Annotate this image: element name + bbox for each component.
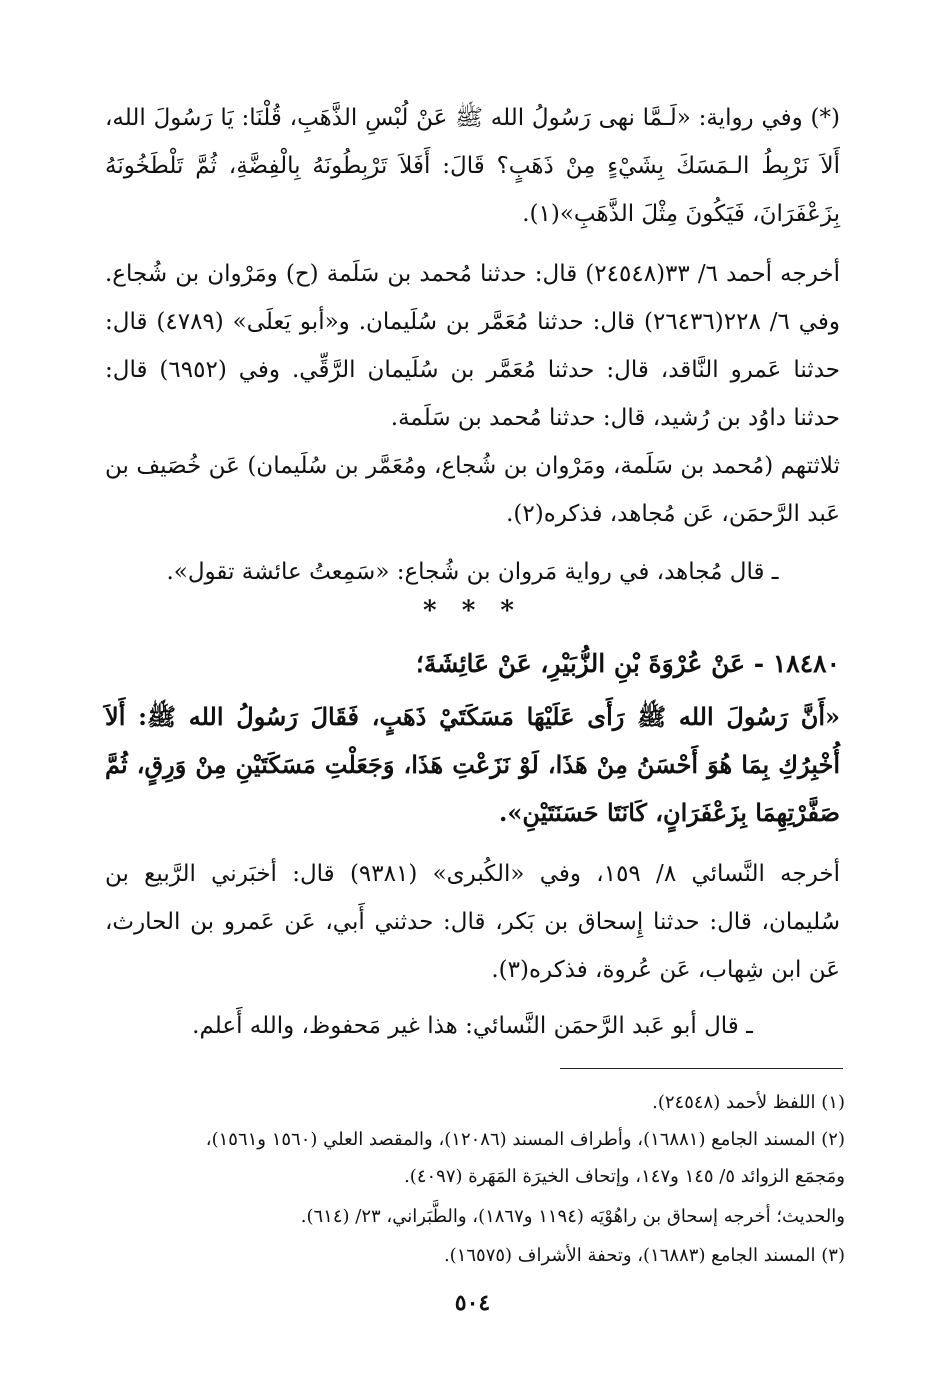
paragraph-takhrij-nasai: أخرجه النَّسائي ٨/ ١٥٩، وفي «الكُبرى» (٩٣٨١) قال: أخبَرني الرَّبيع بن سُليمان، قال: حدثنا إِسحاق بن بَكر، قال: حدثني أَبي، عَن عَمرو بن الحارث، عَن ابن شِهاب، عَن عُروة، فذكره(٣).: [105, 861, 841, 983]
section-separator-stars: * * *: [423, 596, 522, 626]
hadith-number-heading: ١٨٤٨٠ - عَنْ عُرْوَةَ بْنِ الزُّبَيْرِ، عَنْ عَائِشَةَ؛: [415, 649, 840, 678]
paragraph-mujahid-note: ـ قال مُجاهد، في رواية مَروان بن شُجاع: «سَمِعتُ عائشة تقول».: [166, 559, 779, 585]
footnote-2-continued: ومَجمَع الزوائد ٥/ ١٤٥ و١٤٧، وإتحاف الخيرَة المَهَرة (٤٠٩٧).: [404, 1166, 845, 1187]
footnote-3: (٣) المسند الجامع (١٦٨٨٣)، وتحفة الأشراف (١٦٥٧٥).: [443, 1245, 845, 1266]
paragraph-takhrij-ahmad: أخرجه أحمد ٦/ ٣٣(٢٤٥٤٨) قال: حدثنا مُحمد بن سَلَمة (ح) ومَرْوان بن شُجاع. وفي ٦/ ٢٢٨(٢٦٤٣٦) قال: حدثنا مُعَمَّر بن سُلَيمان. و«أبو يَعلَى» (٤٧٨٩) قال: حدثنا عَمرو النَّاقد، قال: حدثنا مُعَمَّر بن سُلَيمان الرَّقِّي. وفي (٦٩٥٢) قال: حدثنا داوُد بن رُشيد، قال: حدثنا مُحمد بن سَلَمة.: [105, 261, 841, 431]
hadith-text: «أَنَّ رَسُولَ الله ﷺ رَأَى عَلَيْهَا مَسَكَتَيْ ذَهَبٍ، فَقَالَ رَسُولُ الله ﷺ: أَلاَ أُخْبِرُكِ بِمَا هُوَ أَحْسَنُ مِنْ هَذَا، لَوْ نَزَعْتِ هَذَا، وَجَعَلْتِ مَسَكَتَيْنِ مِنْ وَرِقٍ، ثُمَّ صَفَّرْتِهِمَا بِزَعْفَرَانٍ، كَانَتَا حَسَنَتَيْنِ».: [105, 702, 840, 827]
footnote-2-hadith-note: والحديث؛ أخرجه إسحاق بن راهُوْيَه (١١٩٤ و١٨٦٧)، والطَّبَراني، ٢٣/ (٦١٤).: [300, 1206, 845, 1227]
footnote-2: (٢) المسند الجامع (١٦٨٨١)، وأطراف المسند (١٢٠٨٦)، والمقصد العلي (١٥٦٠ و١٥٦١)،: [205, 1129, 845, 1150]
footnote-divider: [560, 1068, 843, 1069]
paragraph-nasai-comment: ـ قال أبو عَبد الرَّحمَن النَّسائي: هذا غير مَحفوظ، والله أَعلم.: [192, 1013, 753, 1039]
page-number: ٥٠٤: [454, 1290, 491, 1316]
paragraph-variant-narration: (*) وفي رواية: «لَـمَّا نهى رَسُولُ الله ﷺ عَنْ لُبْسِ الذَّهَبِ، قُلْنَا: يَا رَسُولَ الله، أَلاَ نَرْبِطُ الـمَسَكَ بِشَيْءٍ مِنْ ذَهَبٍ؟ قَالَ: أَفَلاَ تَرْبِطُونَهُ بِالْفِضَّةِ، ثُمَّ تَلْطَخُونَهُ بِزَعْفَرَانَ، فَيَكُونَ مِثْلَ الذَّهَبِ»(١).: [105, 105, 840, 227]
footnote-1: (١) اللفظ لأحمد (٢٤٥٤٨).: [652, 1092, 845, 1113]
paragraph-isnad-summary: ثلاثتهم (مُحمد بن سَلَمة، ومَرْوان بن شُجاع، ومُعَمَّر بن سُلَيمان) عَن خُصَيف بن عَبد الرَّحمَن، عَن مُجاهد، فذكره(٢).: [105, 453, 840, 527]
